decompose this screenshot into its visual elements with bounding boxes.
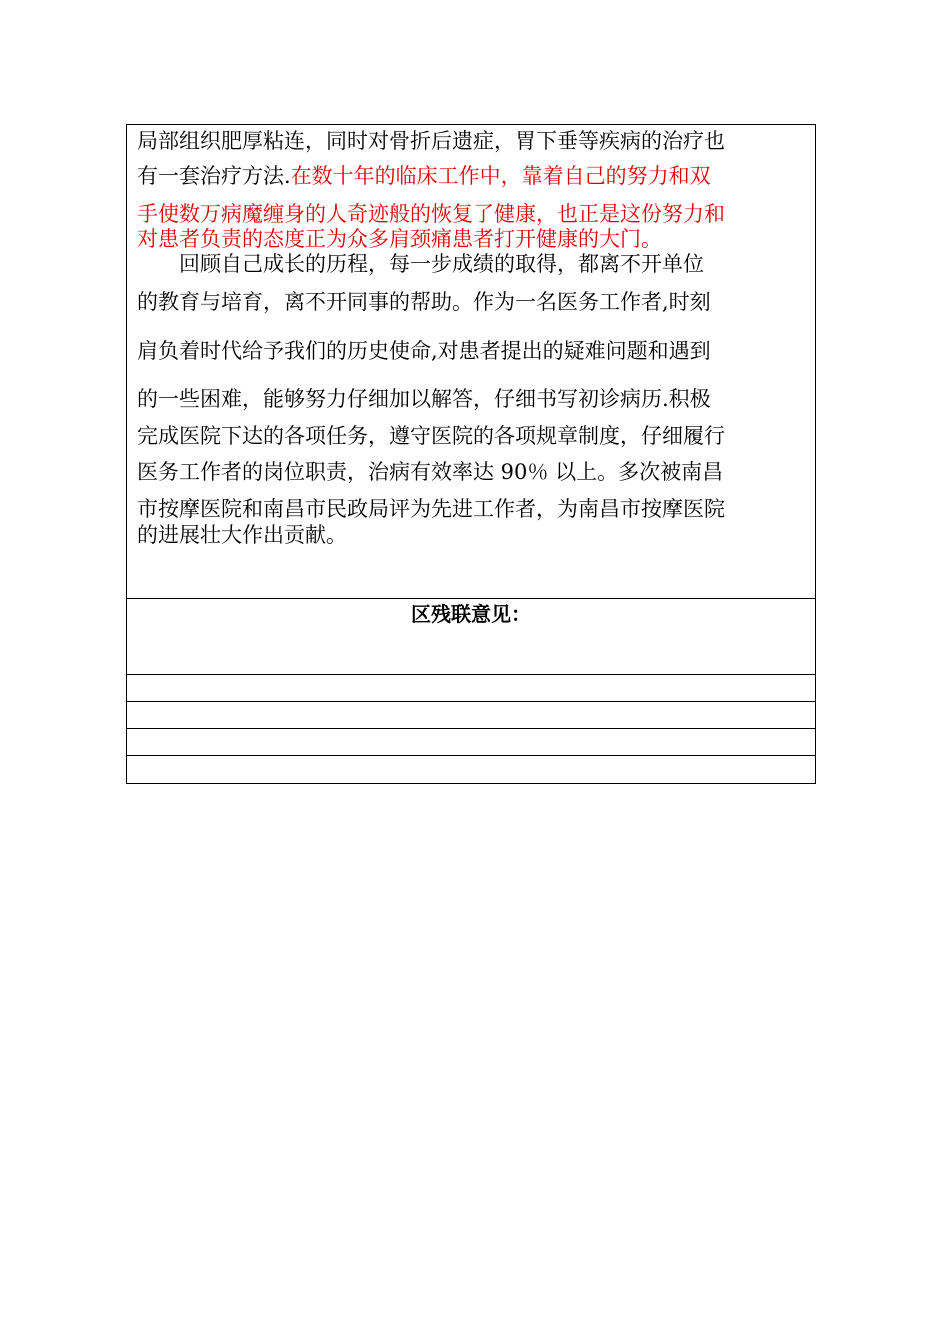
opinion-label: 区残联意见： xyxy=(411,602,531,626)
blank-table-row xyxy=(127,729,815,756)
statement-text: 局部组织肥厚粘连，同时对骨折后遗症，胃下垂等疾病的治疗也 xyxy=(137,129,725,153)
statement-text: 的一些困难，能够努力仔细加以解答，仔细书写初诊病历.积极 xyxy=(137,387,711,411)
highlighted-statement-line xyxy=(137,226,805,252)
blank-table-row xyxy=(127,675,815,702)
statement-line xyxy=(137,251,805,277)
statement-text: 的教育与培育，离不开同事的帮助。作为一名医务工作者,时刻 xyxy=(137,290,711,314)
statement-line xyxy=(137,522,805,548)
statement-line xyxy=(137,496,805,522)
statement-text: 完成医院下达的各项任务，遵守医院的各项规章制度，仔细履行 xyxy=(137,424,725,448)
statement-line xyxy=(137,459,805,485)
statement-text: 回顾自己成长的历程，每一步成绩的取得，都离不开单位 xyxy=(137,252,704,276)
statement-line xyxy=(137,423,805,449)
statement-line xyxy=(137,289,805,315)
statement-text: 市按摩医院和南昌市民政局评为先进工作者，为南昌市按摩医院 xyxy=(137,497,725,521)
statement-text: 有一套治疗方法. xyxy=(137,164,291,188)
highlighted-statement-text: 手使数万病魔缠身的人奇迹般的恢复了健康，也正是这份努力和 xyxy=(137,202,725,226)
statement-line xyxy=(137,128,805,154)
district-federation-opinion-cell xyxy=(127,599,815,675)
statement-line xyxy=(137,338,805,364)
statement-line xyxy=(137,163,805,189)
form-table xyxy=(126,124,816,784)
statement-text: 医务工作者的岗位职责，治病有效率达 90％ 以上。多次被南昌 xyxy=(137,460,724,484)
statement-line xyxy=(137,386,805,412)
highlighted-statement-text: 在数十年的临床工作中，靠着自己的努力和双 xyxy=(290,164,711,188)
highlighted-statement-line xyxy=(137,201,805,227)
personal-statement-cell xyxy=(127,125,815,599)
statement-text: 的进展壮大作出贡献。 xyxy=(137,523,347,547)
statement-text: 肩负着时代给予我们的历史使命,对患者提出的疑难问题和遇到 xyxy=(137,339,711,363)
highlighted-statement-text: 对患者负责的态度正为众多肩颈痛患者打开健康的大门。 xyxy=(137,227,662,251)
blank-table-row xyxy=(127,756,815,783)
blank-table-row xyxy=(127,702,815,729)
